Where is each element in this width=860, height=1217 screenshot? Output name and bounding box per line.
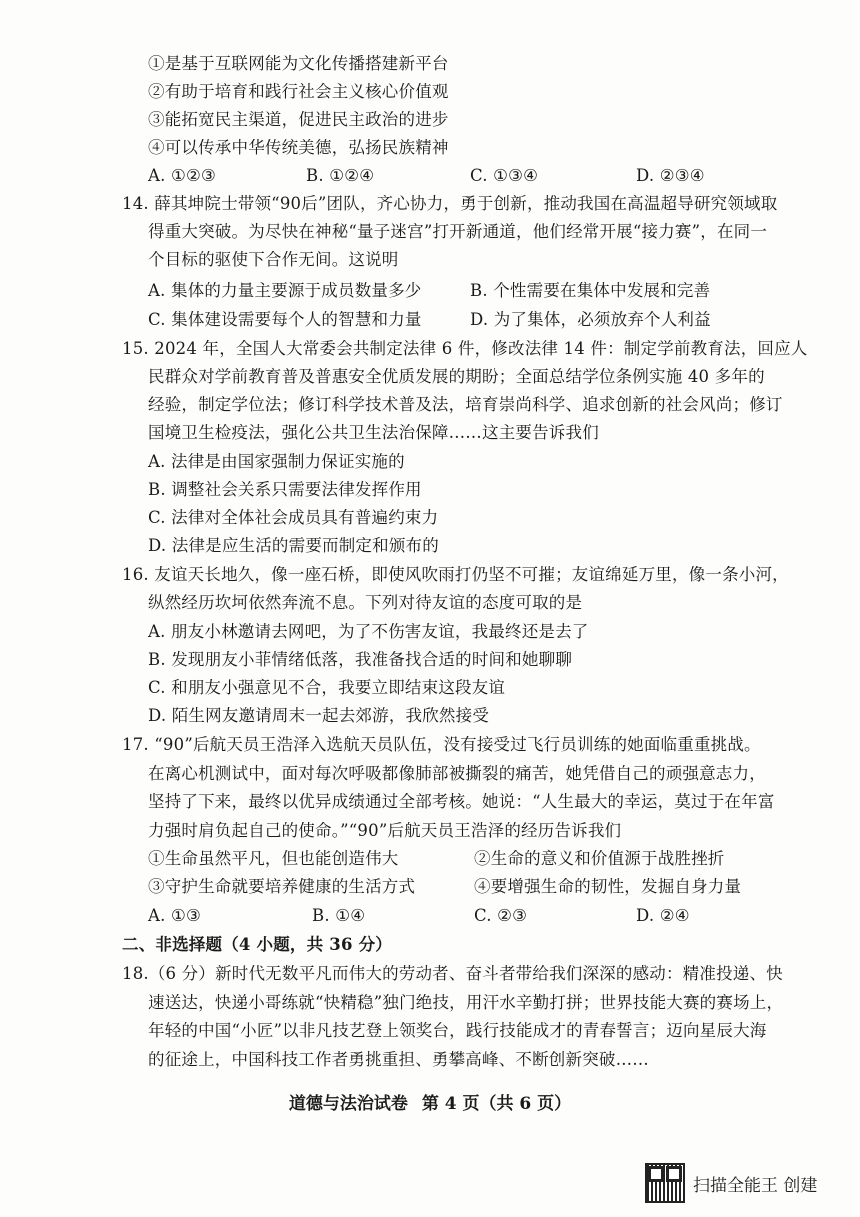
q13-option-a: A. ①②③ xyxy=(148,166,216,185)
q15-stem-line-4: 国境卫生检疫法，强化公共卫生法治保障……这主要告诉我们 xyxy=(148,423,599,442)
q17-statement-2: ②生命的意义和价值源于战胜挫折 xyxy=(474,849,725,868)
q18-stem-line-4: 的征途上，中国科技工作者勇挑重担、勇攀高峰、不断创新突破…… xyxy=(148,1050,649,1069)
footer-page-number: 第 4 页（共 6 页） xyxy=(421,1094,572,1114)
q17-stem-line-1: 17. “90”后航天员王浩泽入选航天员队伍，没有接受过飞行员训练的她面临重重挑战。 xyxy=(122,735,761,754)
q17-stem-line-2: 在离心机测试中，面对每次呼吸都像肺部被撕裂的痛苦，她凭借自己的顽强意志力， xyxy=(148,764,766,783)
q17-option-b: B. ①④ xyxy=(312,906,366,925)
q16-option-a: A. 朋友小林邀请去网吧，为了不伤害友谊，我最终还是去了 xyxy=(148,622,589,641)
q15-option-c: C. 法律对全体社会成员具有普遍约束力 xyxy=(148,508,439,527)
section-2-heading: 二、非选择题（4 小题，共 36 分） xyxy=(122,935,392,954)
q14-option-c: C. 集体建设需要每个人的智慧和力量 xyxy=(148,310,422,329)
q17-stem-line-3: 坚持了下来，最终以优异成绩通过全部考核。她说：“人生最大的幸运，莫过于在年富 xyxy=(148,792,775,811)
scanner-watermark xyxy=(645,1160,817,1206)
q17-stem-line-4: 力强时肩负起自己的使命。”“90”后航天员王浩泽的经历告诉我们 xyxy=(148,821,622,840)
q18-stem-line-2: 速送达，快递小哥练就“快精稳”独门绝技，用汗水辛勤打拼；世界技能大赛的赛场上， xyxy=(148,993,784,1012)
q16-option-d: D. 陌生网友邀请周末一起去郊游，我欣然接受 xyxy=(148,706,490,725)
page-footer xyxy=(0,1093,860,1115)
q16-option-b: B. 发现朋友小菲情绪低落，我准备找合适的时间和她聊聊 xyxy=(148,650,573,669)
statement-4: ④可以传承中华传统美德，弘扬民族精神 xyxy=(148,138,449,157)
q14-option-b: B. 个性需要在集体中发展和完善 xyxy=(470,281,711,300)
q15-stem-line-1: 15. 2024 年，全国人大常委会共制定法律 6 件，修改法律 14 件：制定学前教育法，回应人 xyxy=(122,339,808,358)
q18-stem-line-1: 18.（6 分）新时代无数平凡而伟大的劳动者、奋斗者带给我们深深的感动：精准投递、快 xyxy=(122,964,783,983)
q14-option-a: A. 集体的力量主要源于成员数量多少 xyxy=(148,281,422,300)
q14-stem-line-1: 14. 薛其坤院士带领“90后”团队，齐心协力，勇于创新，推动我国在高温超导研究领域取 xyxy=(122,194,778,213)
q15-option-d: D. 法律是应生活的需要而制定和颁布的 xyxy=(148,536,439,555)
statement-2: ②有助于培育和践行社会主义核心价值观 xyxy=(148,82,449,101)
statement-1: ①是基于互联网能为文化传播搭建新平台 xyxy=(148,54,449,73)
q17-option-a: A. ①③ xyxy=(148,906,201,925)
q18-stem-line-3: 年轻的中国“小匠”以非凡技艺登上领奖台，践行技能成才的青春誓言；迈向星辰大海 xyxy=(148,1021,767,1040)
watermark-text: 扫描全能王 创建 xyxy=(693,1175,818,1196)
q16-stem-line-1: 16. 友谊天长地久，像一座石桥，即使风吹雨打仍坚不可摧；友谊绵延万里，像一条小河， xyxy=(122,565,789,584)
q13-option-c: C. ①③④ xyxy=(470,166,539,185)
q17-statement-3: ③守护生命就要培养健康的生活方式 xyxy=(148,877,416,896)
q17-option-c: C. ②③ xyxy=(474,906,528,925)
q14-stem-line-2: 得重大突破。为尽快在神秘“量子迷宫”打开新通道，他们经常开展“接力赛”，在同一 xyxy=(148,222,768,241)
q17-option-d: D. ②④ xyxy=(636,906,690,925)
q13-option-b: B. ①②④ xyxy=(306,166,375,185)
footer-title: 道德与法治试卷 xyxy=(288,1094,408,1114)
q17-statement-4: ④要增强生命的韧性，发掘自身力量 xyxy=(474,877,742,896)
statement-3: ③能拓宽民主渠道，促进民主政治的进步 xyxy=(148,110,449,129)
q15-option-b: B. 调整社会关系只需要法律发挥作用 xyxy=(148,480,422,499)
qr-code-icon xyxy=(645,1163,685,1203)
q14-option-d: D. 为了集体，必须放弃个人利益 xyxy=(470,310,711,329)
q16-stem-line-2: 纵然经历坎坷依然奔流不息。下列对待友谊的态度可取的是 xyxy=(148,593,583,612)
q15-stem-line-3: 经验，制定学位法；修订科学技术普及法，培育崇尚科学、追求创新的社会风尚；修订 xyxy=(148,395,783,414)
q15-option-a: A. 法律是由国家强制力保证实施的 xyxy=(148,452,405,471)
q14-stem-line-3: 个目标的驱使下合作无间。这说明 xyxy=(148,250,399,269)
q13-option-d: D. ②③④ xyxy=(636,166,705,185)
q15-stem-line-2: 民群众对学前教育普及普惠安全优质发展的期盼；全面总结学位条例实施 40 多年的 xyxy=(148,367,765,386)
q17-statement-1: ①生命虽然平凡，但也能创造伟大 xyxy=(148,849,399,868)
q16-option-c: C. 和朋友小强意见不合，我要立即结束这段友谊 xyxy=(148,678,506,697)
